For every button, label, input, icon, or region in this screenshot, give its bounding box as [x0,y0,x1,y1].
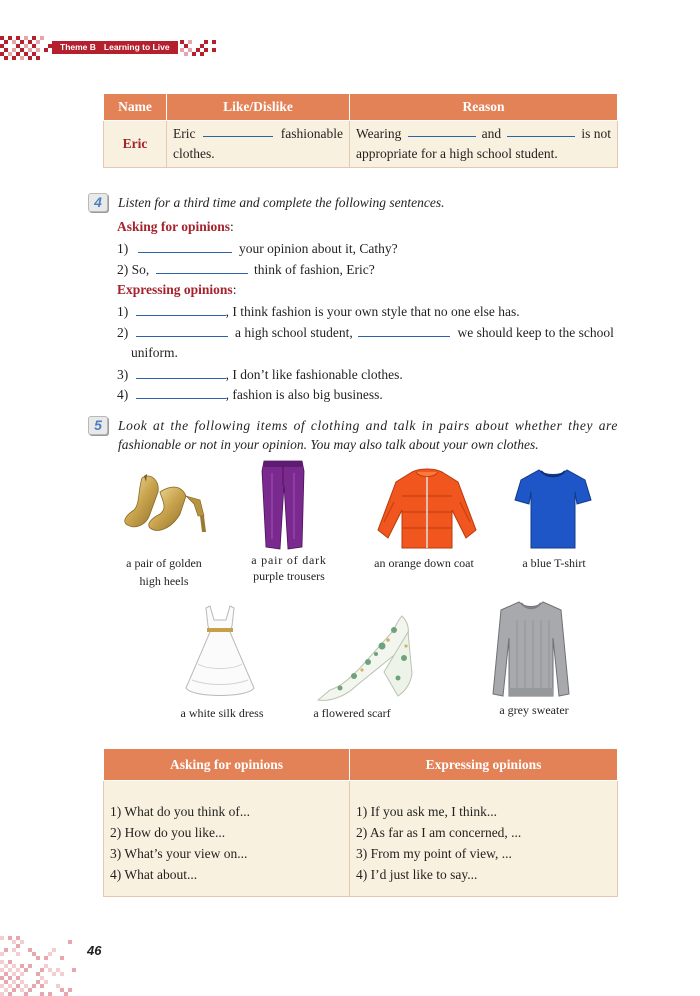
blank-line [507,124,575,137]
like-word-eric: Eric [173,126,196,141]
caption-white-silk-dress [166,705,278,721]
white-silk-dress-image [184,604,256,702]
asking-phrase: 4) What about... [110,867,198,882]
expressing-phrases-cell [350,781,618,897]
purple-trousers-image [258,459,308,551]
expressing-line-2-cont [131,345,178,361]
reason-cell [350,121,618,168]
header-pixel-pattern [0,36,52,60]
asking-text-1: your opinion about it, Cathy? [239,241,398,256]
expressing-num-4: 4) [117,387,129,402]
orange-down-coat-image [372,466,482,552]
exercise-5-instruction-line-1: Look at the following items of clothing and talk in pairs about whether they are [118,418,618,433]
expressing-text-1: , I think fashion is your own style that no one else has. [225,304,520,319]
caption-orange-down-coat [364,555,484,571]
reason-word-and: and [481,126,502,141]
name-cell [104,121,167,168]
blank-line [136,366,226,379]
exercise-5-icon: 5 [88,416,108,435]
exercise-4-instruction: Listen for a third time and complete the following sentences. [118,195,445,210]
page-number: 46 [87,943,102,958]
golden-high-heels-image [120,470,212,536]
theme-title: Learning to Live [103,42,170,52]
col-header-reason: Reason [350,94,618,121]
reason-word-wearing: Wearing [356,126,402,141]
expressing-phrase: 2) As far as I am concerned, ... [356,825,522,840]
caption-golden-high-heels [114,555,214,589]
asking-heading-text: Asking for opinions [117,219,231,234]
asking-text-2: think of fashion, Eric? [254,262,375,277]
expressing-num-2: 2) [117,325,129,340]
blank-line [203,124,273,137]
asking-num-2: 2) So, [117,262,150,277]
theme-label: Theme B [60,42,96,52]
caption-blue-t-shirt-line-1: a blue T-shirt [522,556,586,570]
asking-phrases-cell [104,781,350,897]
caption-purple-trousers-line-2: purple trousers [253,569,325,583]
expressing-text-4: , fashion is also big business. [225,387,383,402]
expressing-phrase: 4) I’d just like to say... [356,867,478,882]
blank-line [136,386,226,399]
exercise-4-icon: 4 [88,193,108,212]
caption-flowered-scarf [300,705,404,721]
blank-line [156,261,248,274]
caption-purple-trousers-line-1: a pair of dark [251,553,327,567]
blue-t-shirt-image [513,466,593,552]
asking-line-1 [117,240,398,257]
expressing-heading: Expressing opinions: [117,282,237,297]
flowered-scarf-image [312,612,418,704]
caption-grey-sweater-line-1: a grey sweater [499,703,569,717]
blank-line [408,124,476,137]
opinion-phrases-table [103,748,618,897]
expressing-text-2b: we should keep to the school [457,325,614,340]
reason-text-appropriate: appropriate for a high school student. [356,146,558,161]
col-header-expressing: Expressing opinions [350,749,618,781]
expressing-text-uniform: uniform. [131,345,178,360]
caption-purple-trousers [238,552,340,584]
blank-line [358,324,450,337]
expressing-line-3 [117,366,403,383]
like-dislike-cell [167,121,350,168]
expressing-num-1: 1) [117,304,129,319]
reason-word-is-not: is not [581,126,611,141]
expressing-text-3: , I don’t like fashionable clothes. [225,367,403,382]
caption-orange-down-coat-line-1: an orange down coat [374,556,474,570]
asking-heading: Asking for opinions: [117,219,234,234]
caption-grey-sweater [484,702,584,718]
expressing-line-1 [117,303,520,320]
col-header-like-dislike: Like/Dislike [167,94,350,121]
asking-line-2 [117,261,375,278]
expressing-heading-text: Expressing opinions [117,282,233,297]
blank-line [138,240,232,253]
like-word-fashionable: fashionable [280,126,343,141]
header-pixel-pattern-right [180,40,216,56]
blank-line [136,303,226,316]
footer-pixel-pattern [0,936,80,996]
blank-line [136,324,228,337]
col-header-name: Name [104,94,167,121]
expressing-text-2a: a high school student, [235,325,353,340]
exercise-5-instruction-line-2: fashionable or not in your opinion. You may also talk about your own clothes. [118,437,539,452]
col-header-asking: Asking for opinions [104,749,350,781]
grey-sweater-image [491,598,571,702]
asking-phrase: 1) What do you think of... [110,804,250,819]
asking-phrase: 3) What’s your view on... [110,846,248,861]
caption-white-silk-dress-line-1: a white silk dress [180,706,264,720]
caption-blue-t-shirt [504,555,604,571]
like-dislike-table [103,93,618,168]
expressing-num-3: 3) [117,367,129,382]
theme-header-bar [52,41,178,54]
expressing-line-4 [117,386,383,403]
expressing-phrase: 3) From my point of view, ... [356,846,512,861]
caption-golden-high-heels-line-1: a pair of golden [126,556,202,570]
asking-num-1: 1) [117,241,129,256]
name-eric: Eric [122,136,148,151]
asking-phrase: 2) How do you like... [110,825,226,840]
caption-flowered-scarf-line-1: a flowered scarf [313,706,391,720]
caption-golden-high-heels-line-2: high heels [139,574,189,588]
expressing-line-2 [117,324,614,341]
exercise-5-instruction [118,416,618,454]
expressing-phrase: 1) If you ask me, I think... [356,804,497,819]
like-word-clothes: clothes. [173,146,215,161]
